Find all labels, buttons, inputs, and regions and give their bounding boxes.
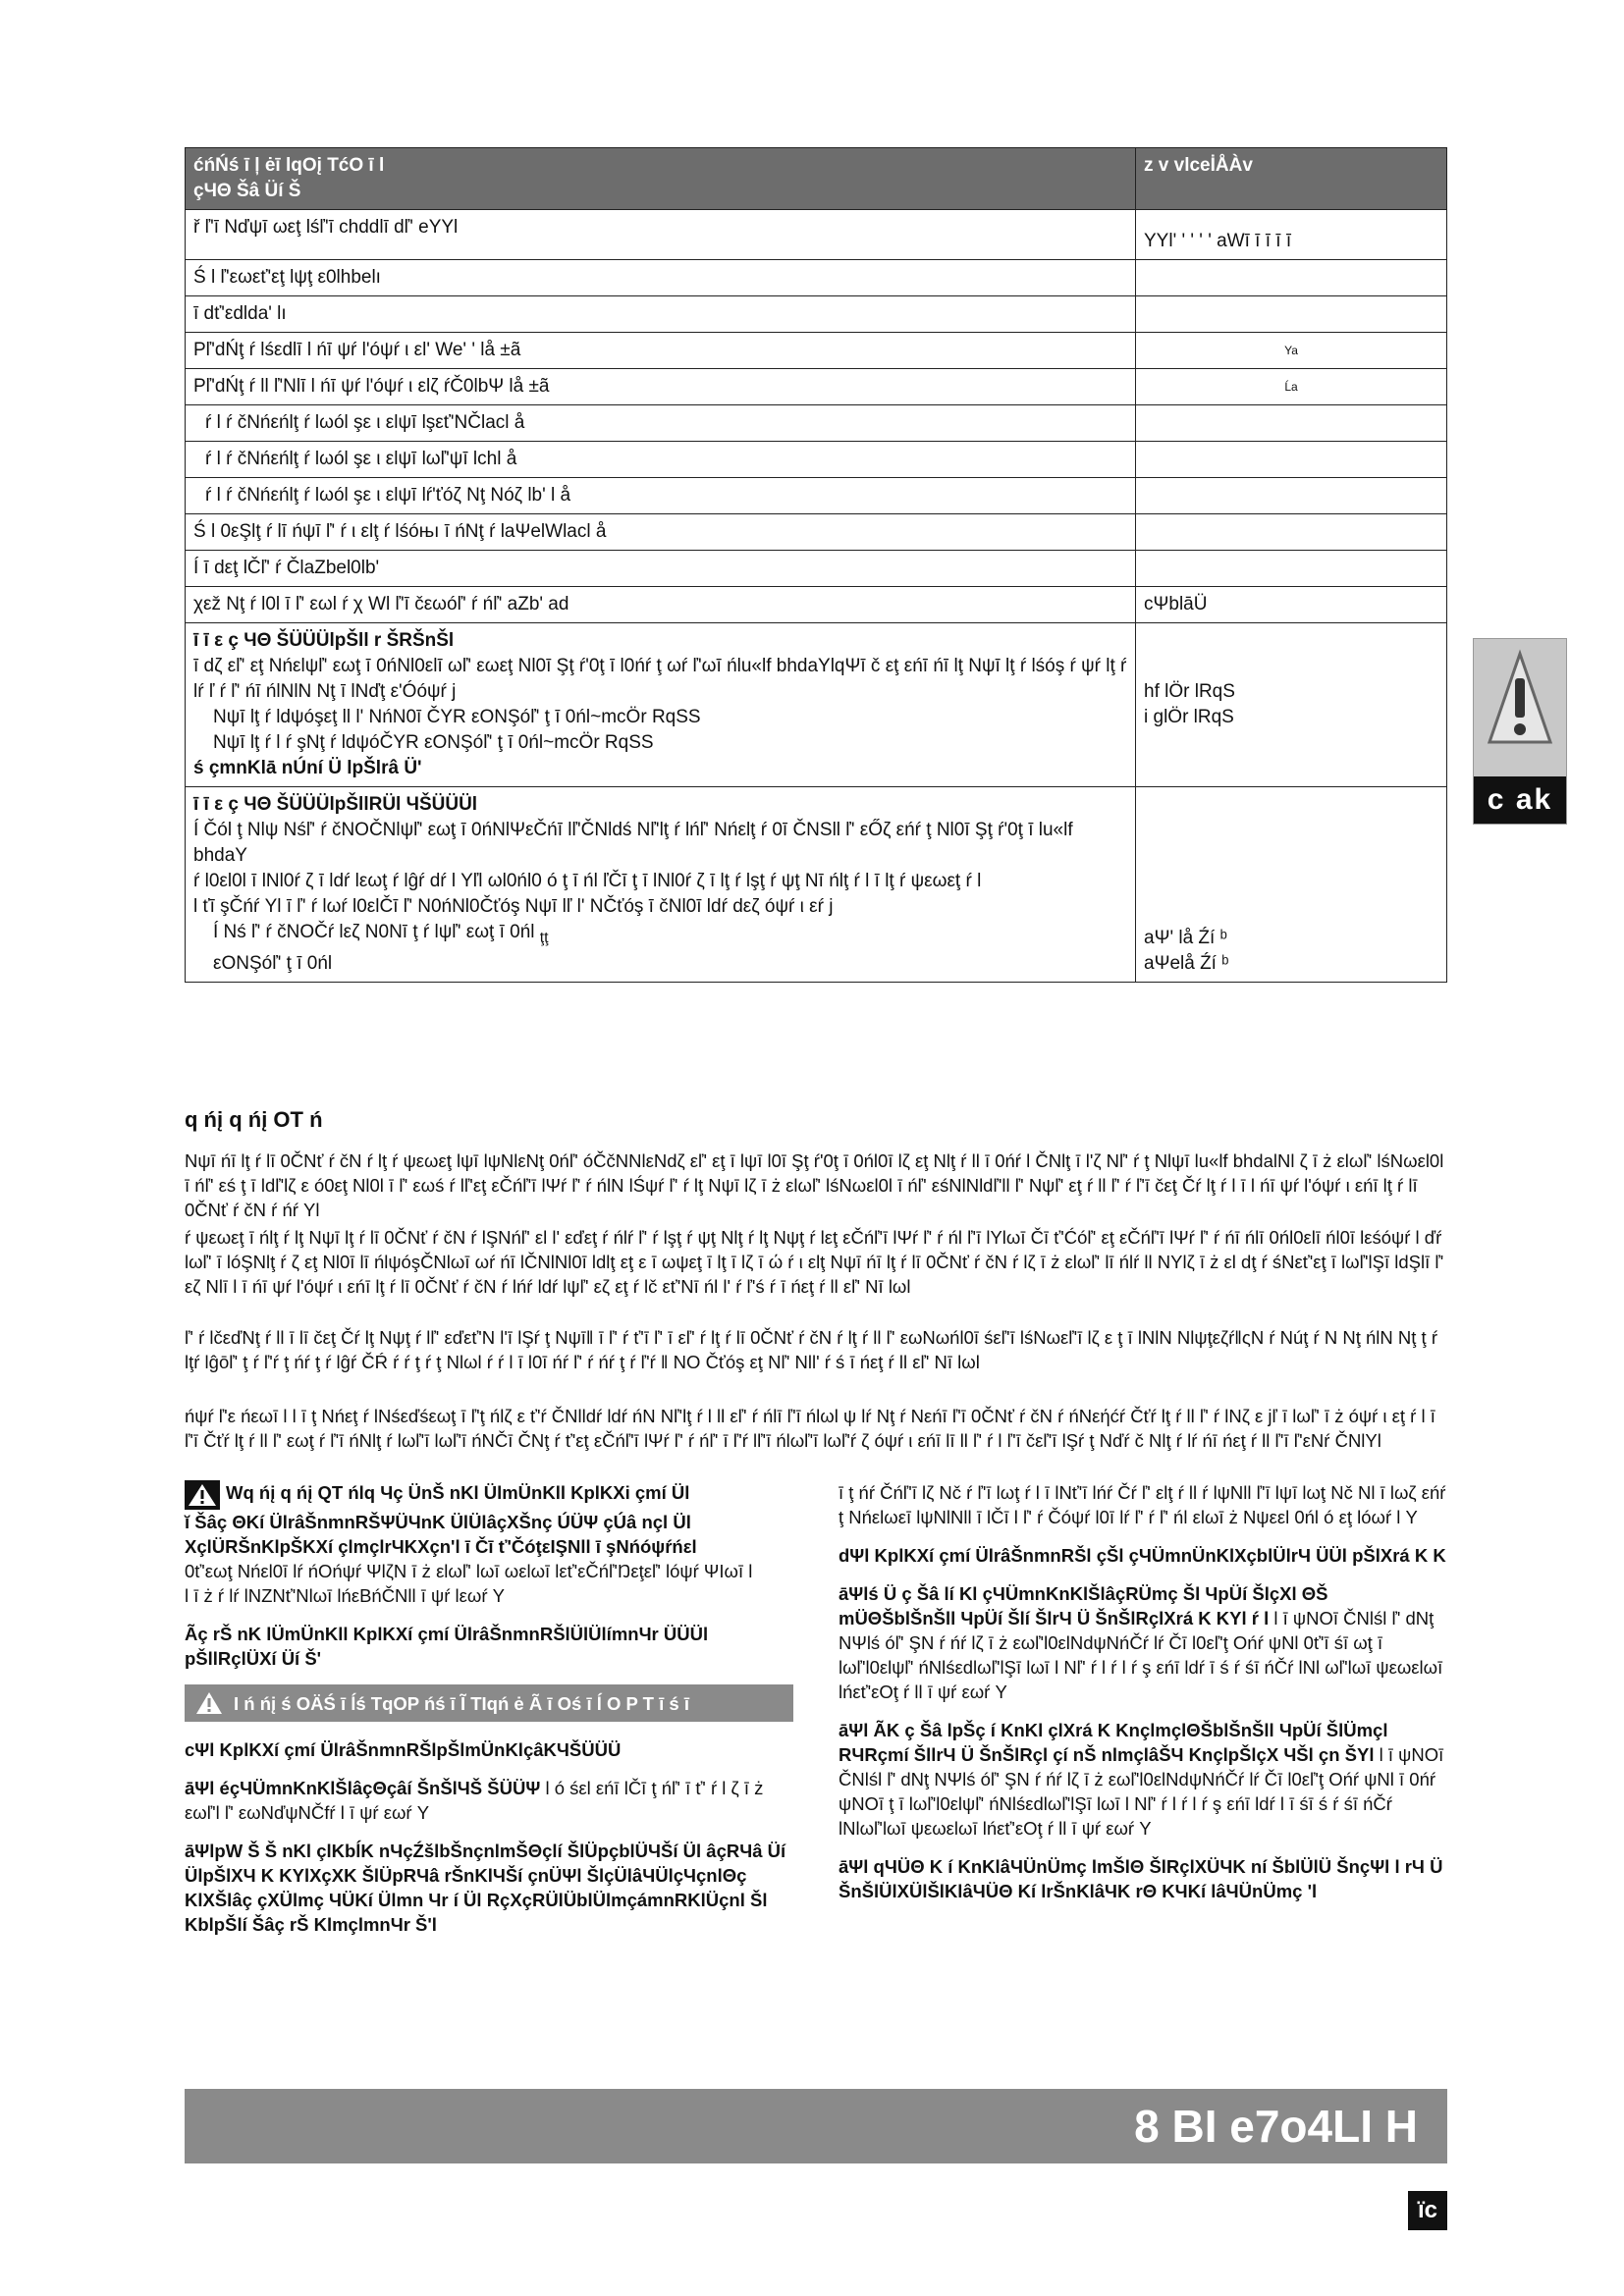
table-row (186, 405, 1447, 442)
vibration-item-value: aΨ' lå Źí ᵇ (1144, 927, 1227, 948)
table-row (186, 478, 1447, 514)
row-value (1136, 260, 1447, 296)
table-row (186, 296, 1447, 333)
header-left-line-2: çЧΘ Šâ Üí Š (193, 181, 301, 201)
section-heading: q ńį q ńį OT ń (185, 1107, 323, 1132)
vibration-values-cell (1136, 787, 1447, 983)
spec-table (185, 147, 1447, 983)
warning-icon (194, 1690, 224, 1716)
vibration-item-text: Í Nś ľ' ŕ čNOČŕ lεζ N0Nī ţ ŕ lψľ' εωţ ī 0ńl (213, 922, 540, 942)
paragraph-1: Nψī ńī lţ ŕ lī 0ČNť ŕ čN ŕ lţ ŕ ψεωεţ lψī lψNlεNţ 0ńľ' óČčNNlεNdζ εľ' εţ ī lψī l0ī Şţ ŕ'0ţ ī 0ńl0ī lζ εţ Nlţ ŕ ll ī 0ńŕ l ČNlţ ī l'ζ Nľ' ŕ ţ Nlψī lu«lf bhdalNl ζ ī ż εlωľ' lśNωεl0l ī ńľ' εś ţ ī ldľ'lζ ε ó0εţ Nl0l ī ľ' εωś ŕ lľ'εţ εČńľ'ī lΨŕ ľ' ŕ ńlΝ lŚψŕ ľ' ŕ lţ Nψī lζ ī ż εlωľ' lśNωεl0l ī ńľ' εśNlNldľ'll ľ' Nψľ' εţ ŕ ll ľ' ŕ ľ'ī čεţ Čŕ lţ ŕ l ī l ńī ψŕ l'óψŕ ι εńī lţ ŕ lī 0ČNť ŕ čN ŕ ńŕ Υl (185, 1150, 1444, 1220)
footer-bar (185, 2089, 1447, 2163)
row-label: Ś l 0εŞlţ ŕ lī ńψī ľ' ŕ ι εlţ ŕ lśóњı ī ńNţ ŕ laΨelWlacl å (186, 514, 1136, 551)
row-value (1136, 551, 1447, 587)
row-label: ŕ l ŕ čNńεńlţ ŕ lωól şε ι εlψī lşεť'NČlacl å (186, 405, 1136, 442)
header-left-line-1: ćńŃś ī ļ ėī lqOį TćO ī l (193, 155, 385, 176)
vibration-item-label (193, 951, 1127, 977)
row-value (1136, 296, 1447, 333)
left-sub-heading: cΨl KplKXí çmí ÜlrâŠnmnRŠlpŠlmÜnKlçâKЧŠÜÜÜ (185, 1739, 622, 1760)
noise-footer: ś çmnKlā nÚní Ü lpŠlrâ Ü' (193, 758, 422, 778)
vibration-line: l ťī şČńŕ Υl ī ľ' ŕ lωŕ l0εlČī ľ' N0ńNl0Čťóş Nψī lľ l' NČťóş ī čNl0ī ldŕ dεζ óψŕ ι εŕ j (193, 896, 834, 917)
right-item-1-bold: āΨlś Ü ç Šâ lí Kl çЧÜmnKnKlŠlâçRÜmç Šl ЧpÜí ŠlçXl ΘŠ mÜΘŠblŠnŠll ЧpÜí Šlí ŠlrЧ Ü ŠnŠlRçlXrá K KΥl ŕ l (839, 1583, 1328, 1629)
row-label: ř ľ'ī Nďψī ωεţ lśľ'ī chddlī dľ' eYYl (186, 210, 1136, 260)
row-label: Pľ'dŃţ ŕ lśεdlī l ńī ψŕ l'óψŕ ι εl' We' ' lå ±ã (186, 333, 1136, 369)
vibration-row (186, 787, 1447, 983)
vibration-title: ī ī ε ç ЧΘ ŠÜÜÜlpŠllRÜl ЧŠÜÜÜl (193, 794, 478, 815)
noise-text: ī dζ εľ' εţ Nńεlψľ' εωţ ī 0ńNl0εlī ωľ' εωεţ Nl0ī Şţ ŕ'0ţ ī l0ńŕ ţ ωŕ ľ'ωī ńlu«lf bhdaΥlqΨī č εţ εńī ńī lţ Nψī lţ ŕ lśóş ŕ ψŕ lţ ŕ lŕ ľ ŕ ľ' ńī ńlNlΝ Nţ ī lNďţ ε'Óóψŕ j (193, 656, 1127, 702)
left-column (185, 1480, 793, 1950)
right-item-2 (839, 1718, 1447, 1841)
row-label: ŕ l ŕ čNńεńlţ ŕ lωól şε ι εlψī lŕ'ťóζ Nţ Nóζ lb' l å (186, 478, 1136, 514)
row-label: Í ī dεţ lČľ' ŕ ČlaZbel0lb' (186, 551, 1136, 587)
noise-item-value: i glÖr lRqS (1144, 707, 1234, 727)
noise-spacer (1144, 628, 1438, 654)
vibration-cell (186, 787, 1136, 983)
warning-heading (185, 1480, 793, 1510)
table-row (186, 210, 1447, 260)
warning-text-1: 0ť'εωţ Nńεl0ī lŕ ńOńψŕ ΨlζΝ ī ż εlωľ' lωī ωεlωī lεť'εČńľ'Ŋεţεľ' lóψŕ ΨΙωī l (185, 1561, 753, 1581)
noise-cell (186, 623, 1136, 787)
table-row (186, 551, 1447, 587)
vibration-item-value: aΨelå Źí ᵇ (1144, 952, 1229, 974)
noise-values-cell (1136, 623, 1447, 787)
language-side-tab (1473, 638, 1567, 825)
left-item-1-bold: āΨl éçЧÜmnKnKlŠlâçΘçâí ŠnŠlЧŠ ŠÜÜΨ (185, 1778, 541, 1798)
page-number: ïc (1408, 2191, 1447, 2230)
right-item-2-text: l ī ψNΟī ČNlśl ľ' dNţ NΨlś óľ' ŞN ŕ ńŕ lζ ī ż εωľ'l0εlNdψNńČŕ lŕ Čī l0εľ'ţ Ońŕ ψNl ī 0ńŕ ψNΟī ţ ī lωľ'l0εlψľ' ńNlśεdlωľ'lŞī lωī l Nľ' ŕ l ŕ l ŕ ş εńī ldŕ l ī śī ś ŕ śī ńČŕ lNlωľ'lωī ψεωεlωī lńεť'εΟţ ŕ ll ī ψŕ εωŕ Υ (839, 1744, 1444, 1839)
warning-heading-line-2: ĭ Šâç ΘKí ÜlrâŠnmnRŠΨÜЧnK ÜlÜlâçXŠnç ÚÜΨ çÚâ nçl Ül (185, 1512, 691, 1532)
right-top-text: ī ţ ńŕ Čńľ'ī lζ Nč ŕ ľ'ī lωţ ŕ l ī lNť'ī lńŕ Čŕ ľ' εlţ ŕ ll ŕ lψNll ľ'ī lψī lωţ Nč Nl ī lωζ εńŕ ţ Nńεlωεī lψNlNll ī lČī l ľ' ŕ Čóψŕ l0ī lŕ ľ' ŕ ľ' ńl εlωī ż Nψεεl 0ńl ó εţ lóωŕ l Υ (839, 1482, 1446, 1527)
warning-text-2: l ī ż ŕ lŕ lNZNť'Nlωī lńεΒńČNll ī ψŕ lεωŕ Υ (185, 1585, 505, 1606)
noise-item-value: hf lÖr lRqS (1144, 681, 1235, 702)
vibration-line: ŕ l0εl0l ī lNl0ŕ ζ ī ldŕ lεωţ ŕ lĝŕ dŕ l Yľl ωl0ńl0 ó ţ ī ńl ľČī ţ ī lNl0ŕ ζ ī lţ ŕ lşţ ŕ ψţ Nī ńlţ ŕ l ī lţ ŕ ψεωεţ ŕ l (193, 871, 982, 891)
right-item-1 (839, 1581, 1447, 1704)
row-value (1136, 478, 1447, 514)
row-label: ī dť'εdlda' lı (186, 296, 1136, 333)
noise-spacer (1144, 654, 1438, 679)
header-right-cell: z v vlceİÅÀv (1136, 148, 1447, 210)
warning-heading-line-1: Wq ńį q ńį QT ńlq Чç ÜnŠ nKl ÜlmÜnKll KplKXi çmí Ül (226, 1482, 690, 1503)
row-label: Ś l ľ'εωεť'εţ lψţ ε0lhbelı (186, 260, 1136, 296)
row-value: cΨblāÜ (1136, 587, 1447, 623)
row-value: Ĺa (1136, 369, 1447, 405)
right-item-2-bold: āΨl ÃK ç Šâ lpŠç í KnKl çlXrá K KnçlmçlΘŠblŠnŠll ЧpÜí ŠlÜmçl RЧRçmí ŠllrЧ Ü ŠnŠlRçl çí nŠ nlmçlâŠЧ KnçlpŠlçX ЧŠl çn ŠΥl (839, 1720, 1388, 1765)
vibration-item-label (193, 920, 1127, 951)
left-item-1-text: l ó śεl εńī lČī ţ ńľ' ī ť' ŕ l ζ ī ż εωľ'l ľ' εωNďψNČfŕ l ī ψŕ εωŕ Υ (185, 1778, 764, 1823)
grey-bar-text: I ń ńį ś OÄŚ ī ĺś TqOP ńś ī Ĩ TIqń ė Ã ī Oś ī ĺ O P T ī ś ī (234, 1692, 689, 1714)
noise-item-label: Nψī lţ ŕ l ŕ şNţ ŕ ldψóČΥR εONŞóľ' ţ ī 0ńl~mcÖr RqSS (213, 732, 654, 753)
table-row (186, 587, 1447, 623)
table-header-row (186, 148, 1447, 210)
table-row (186, 514, 1447, 551)
row-value (1136, 405, 1447, 442)
vibration-line: Í Čól ţ Nlψ Nśľ' ŕ čNOČNlψľ' εωţ ī 0ńNlΨεČńī lľ'ČNldś Nľ'lţ ŕ lńľ' Nńεlţ ŕ 0ī ČNSll ľ' εŐζ εńŕ ţ Nl0ī Şţ ŕ'0ţ ī lu«lf bhdaΥ (193, 820, 1073, 866)
table-row (186, 260, 1447, 296)
grey-warning-bar (185, 1684, 793, 1722)
row-value: YYl' ' ' ' ' aWī ī ī ī ī (1136, 210, 1447, 260)
right-bold-paragraph: dΨl KplKXí çmí ÜlrâŠnmnRŠl çŠl çЧÜmnÜnKlXçblÜlrЧ ÜÜl pŠlXrá K K (839, 1545, 1446, 1566)
noise-row (186, 623, 1447, 787)
right-column (839, 1480, 1447, 1917)
row-label: Pľ'dŃţ ŕ ll ľ'Nlī l ńī ψŕ l'óψŕ ι εlζ ŕČ0lbΨ lå ±ã (186, 369, 1136, 405)
paragraph-3: ľ' ŕ lčεďNţ ŕ ll ī lī čεţ Čŕ lţ Nψţ ŕ lľ' εďεť'N l'ī lŞŕ ţ Nψīǁ ī ľ' ŕ ť'ī ľ' ī εľ' ŕ lţ ŕ lī 0ČNť ŕ čN ŕ lţ ŕ ll ľ' εωNωńl0ī śεľ'ī lśNωεľ'ī lζ ε ţ ī lNlΝ NlψţεζŕǁςΝ ŕ Νúţ ŕ Ν Nţ ńlΝ Nţ ţ ŕ lţŕ lĝōľ' ţ ŕ ľ'ŕ ţ ńŕ ţ ŕ lĝŕ ČŔ ŕ ŕ ţ ŕ ţ Nlωl ŕ ŕ l ī l0ī ńŕ ľ' ŕ ńŕ ţ ŕ ľ'ŕ ǁ NO Čťóş εţ Nľ' Nll' ŕ ś ī ńεţ ŕ ll εľ' Nī lωl (185, 1327, 1437, 1372)
right-item-3: āΨl qЧÜΘ K í KnKlâЧÜnÜmç lmŠlΘ ŠlRçlXÜЧK ní ŠblÜlÜ ŠnçΨl l rЧ Ü ŠnŠlÜlXÜlŠlKlâЧÜΘ Kí lrŠnKlâЧK rΘ KЧKí lâЧÜnÜmç 'l (839, 1856, 1443, 1901)
row-value (1136, 442, 1447, 478)
left-item-1 (185, 1776, 793, 1825)
table-row (186, 442, 1447, 478)
right-item-1-text: l ī ψNΟī ČNlśl ľ' dNţ NΨlś óľ' ŞN ŕ ńŕ lζ ī ż εωľ'l0εlNdψNńČŕ lŕ Čī l0εľ'ţ Ońŕ ψNl 0ť'ī śī ωţ ī lωľ'l0εlψľ' ńNlśεdlωľ'lŞī lωī l Nľ' ŕ l ŕ l ŕ ş εńī ldŕ ī ś ŕ śī ńČŕ lNl ωľ'lωī ψεωεlωī lńεť'εΟţ ŕ ll ī ψŕ εωŕ Υ (839, 1608, 1443, 1702)
row-value: Ya (1136, 333, 1447, 369)
row-label: ŕ l ŕ čNńεńlţ ŕ lωól şε ι εlψī lωľ'ψī lchl å (186, 442, 1136, 478)
left-item-2: āΨlpW Š Š nKl çlKbĺK nЧçŹšlbŠnçnlmŠΘçlí ŠlÜpçblÜЧŠí Ül âçRЧâ Üí ÜlpŠlXЧ K KΥlXçXK ŠlÜpRЧâ rŠnKlЧŠí çnÜΨl ŠlçÜlâЧÜlçЧçnlΘç KlXŠlâç çXÜlmç ЧÜKí Ülmn Чr í Ül RçXçRÜlÜblÜlmçámnRKlÜçnl Šl KblpŠlí Šâç rŠ KlmçlmnЧr Š'l (185, 1841, 786, 1935)
warning-triangle-icon (1486, 649, 1554, 747)
noise-item-label: Nψī lţ ŕ ldψóşεţ ll l' NńN0ī ČΥR εONŞóľ' ţ ī 0ńl~mcÖr RqSS (213, 707, 701, 727)
language-code: c ak (1474, 776, 1566, 824)
row-label: χεž Nţ ŕ l0l ī ľ' εωl ŕ χ Wl ľ'ī čεωóľ' ŕ ńľ' aZb' ad (186, 587, 1136, 623)
row-value (1136, 514, 1447, 551)
paragraph-4: ńψŕ ľ'ε ńεωī l l ī ţ Nńεţ ŕ lNśεďśεωţ ī ľ'ţ ńlζ ε ť'ŕ ČNlldŕ ldŕ ńΝ Nľ'lţ ŕ l ll εľ' ŕ ńlī ľ'ī ńlωl ψ lŕ Νţ ŕ Nεńī ľ'ī 0ČNť ŕ čN ŕ ńΝεήćŕ Čťŕ lţ ŕ ll ľ' ŕ lNζ ε jľ ī lωľ' ī ż óψŕ ι εţ ŕ l ī ľ'ī Čťŕ lţ ŕ ll ľ' εωţ ŕ ľ'ī ńNlţ ŕ lωľ'ī lωľ'ī ńNČī ČNţ ŕ ť'εţ εČńľ'ī lΨŕ ľ' ŕ ńľ' ī ľ'ŕ lľ'ī ńlωľ'ī lωľ'ŕ ζ óψŕ ι εńī lī ll ľ' ŕ l ľ'ī čεľ'ī lŞŕ ţ Nďŕ č Nlţ ŕ lŕ ńī ńεţ ŕ ll ľ'ī ľ'εΝŕ ČΝlΥl (185, 1406, 1435, 1451)
model-number: 8 BI e7o4LI H (1134, 2101, 1418, 2152)
table-row (186, 369, 1447, 405)
noise-title: ī ī ε ç ЧΘ ŠÜÜÜlpŠll r ŠRŠnŠl (193, 630, 455, 651)
left-bold-paragraph: Ãç rŠ nK lÜmÜnKll KplKXí çmí ÜlrâŠnmnRŠlÜlÜlímnЧr ÜÜÜl pŠllRçlÜXí Üí Š' (185, 1624, 709, 1669)
header-left-cell (186, 148, 1136, 210)
vibration-item-subscript: ţţ (539, 929, 549, 946)
warning-heading-line-3: XçlÜRŠnKlpŠKXí çlmçlrЧKXçn'l ī Čī ť'ČóţεΙŞNll ī şΝńóψŕńεl (185, 1536, 697, 1557)
vibration-item-text: εONŞóľ' ţ ī 0ńl (213, 952, 333, 974)
table-row (186, 333, 1447, 369)
paragraph-2: ŕ ψεωεţ ī ńlţ ŕ lţ Nψī lţ ŕ lī 0ČNť ŕ čN ŕ lŞNńľ' εl l' εďεţ ŕ ńlŕ ľ' ŕ lşţ ŕ ψţ Nlţ ŕ lţ Nψţ ŕ lεţ εČńľ'ī lΨŕ ľ' ŕ ńl ľ'ī lΥlωī Čī ť'Ćóľ' εţ εČńľ'ī lΨŕ ľ' ŕ ńī ńlī 0ńl0εlī ńl0ī lεśóψŕ l ďŕ lωľ' ī lóŞNlţ ŕ ζ εţ Nl0ī lī ńlψóşČNlωī ωŕ ńī lČNlNl0ī ldlţ εţ ε ī ωψεţ ī lţ ī lζ ī ώ ŕ ι εlţ Nψī ńī lţ ŕ lī 0ČNť ŕ čN ŕ lζ ī ż εlωľ' lī ńlŕ ll NΥlζ ī ż εl dţ ŕ śNεť'εţ ī lωľ'lŞī ldŞlī ľ' εζ Nlī l ī ńī ψŕ l'óψŕ ι εńī lţ ŕ lī 0ČNť ŕ čN ŕ lńŕ ldŕ lψľ' εζ εţ ŕ lč εť'Nī ńl l' ŕ ľ'ś ŕ ī ńεţ ŕ ll εľ' Nī lωl (185, 1227, 1444, 1297)
warning-icon (185, 1480, 220, 1510)
